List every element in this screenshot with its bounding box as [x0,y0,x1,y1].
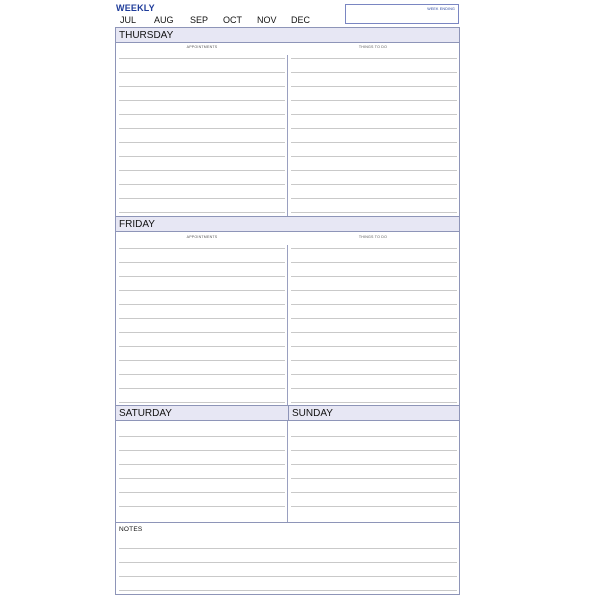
saturday-label: SATURDAY [119,408,172,419]
month-dec: DEC [291,15,311,25]
writing-line [119,590,457,591]
friday-label: FRIDAY [119,219,155,230]
thursday-things-label: THINGS TO DO [358,45,388,49]
sunday-label: SUNDAY [292,408,333,419]
notes-label: NOTES [119,526,143,533]
month-sep: SEP [190,15,209,25]
writing-line [119,548,457,549]
writing-line [119,562,457,563]
month-aug: AUG [154,15,174,25]
month-oct: OCT [223,15,242,25]
week-ending-label: WEEK ENDING [427,7,455,11]
notes-lines[interactable] [119,0,457,600]
writing-line [119,576,457,577]
thursday-appointments-label: APPOINTMENTS [186,45,218,49]
thursday-label: THURSDAY [119,30,174,41]
friday-things-label: THINGS TO DO [358,235,388,239]
month-nov: NOV [257,15,277,25]
page-title: WEEKLY [116,3,155,13]
friday-appointments-label: APPOINTMENTS [186,235,218,239]
month-jul: JUL [120,15,137,25]
